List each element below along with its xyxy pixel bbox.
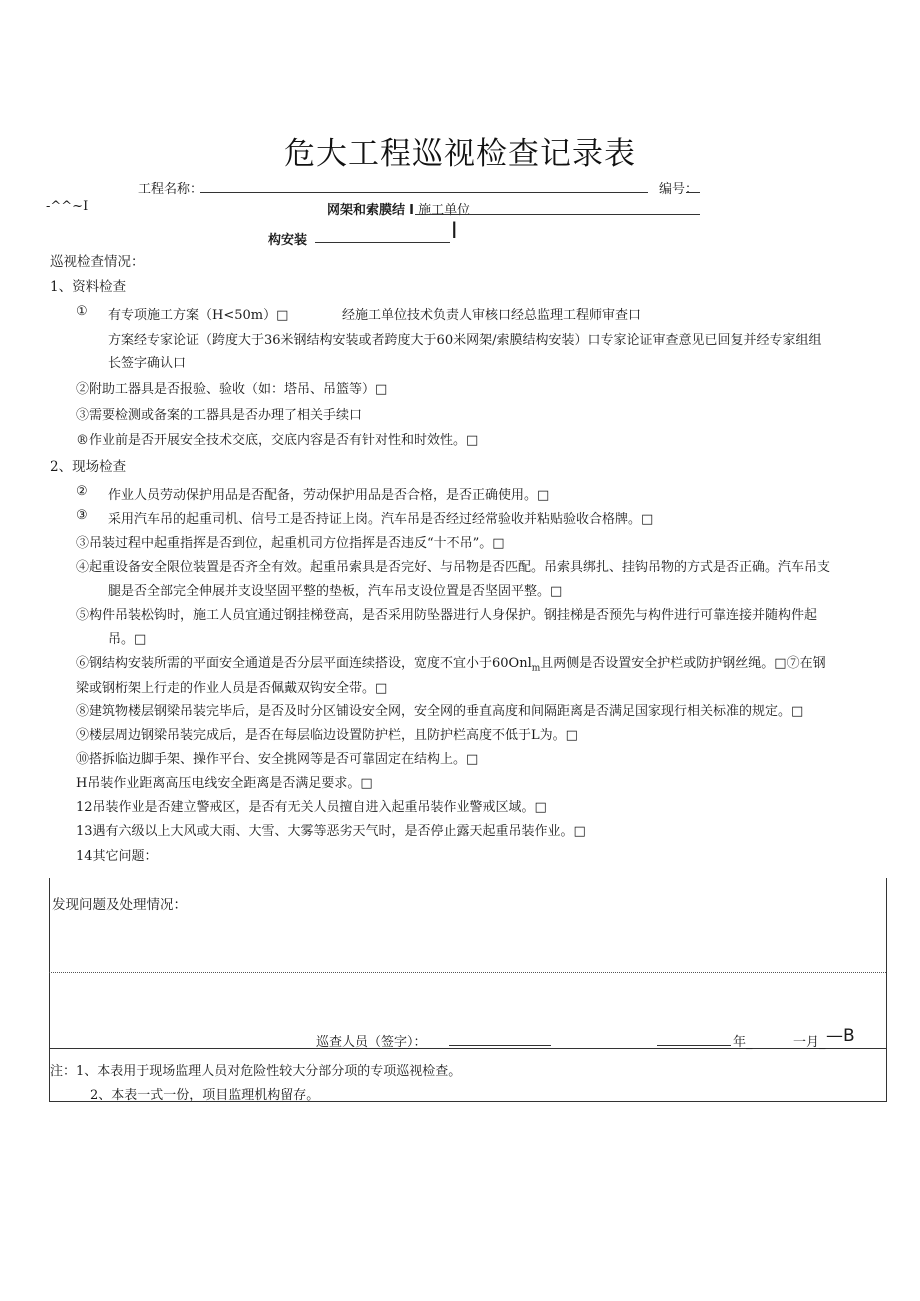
section1-item-1: 有专项施工方案（H<50m）□: [108, 308, 289, 323]
section1-item-2-cont: 长签字确认口: [108, 356, 187, 371]
section1-heading: 1、资料检查: [50, 279, 127, 295]
section2-item-7: 梁或钢桁架上行走的作业人员是否佩戴双钩安全带。□: [76, 681, 388, 696]
section2-item-13: 13遇有六级以上大风或大雨、大雪、大雾等恶劣天气时，是否停止露天起重吊装作业。□: [76, 824, 586, 839]
section2-item-14: 14其它问题：: [76, 849, 158, 864]
project-name-label: 工程名称：: [138, 182, 204, 197]
section1-item-2: 方案经专家论证（跨度大于36米钢结构安装或者跨度大于60米网架/索膜结构安装）口专家论证审查意见已回复并经专家组组: [108, 333, 822, 348]
box-divider-2: [49, 1048, 886, 1049]
bar-mark: I: [451, 219, 458, 244]
section2-item-6: [76, 652, 826, 674]
section2-item-4: ④起重设备安全限位装置是否齐全有效。起重吊索具是否完好、与吊物是否匹配。吊索具绑扎、挂钩吊物的方式是否正确。汽车吊支: [76, 560, 831, 575]
section1-item-3: ②附助工器具是否报验、验收（如：塔吊、吊篮等）□: [76, 382, 388, 397]
section2-item-11: H吊装作业距离高压电线安全距离是否满足要求。□: [76, 776, 373, 791]
stray-mark: -^^~I: [46, 199, 89, 214]
section1-item-5: ®作业前是否开展安全技术交底，交底内容是否有针对性和时效性。□: [76, 433, 479, 448]
box-right-border: [886, 878, 887, 1101]
inspector-signature-line: [449, 1045, 551, 1046]
section2-item-1-num: ②: [76, 484, 88, 499]
found-issues-label: 发现问题及处理情况：: [52, 897, 187, 913]
section2-item-6-sub: m: [531, 663, 541, 674]
section2-item-2-num: ③: [76, 508, 88, 523]
sub-project-part1: 网架和索膜结: [327, 203, 406, 218]
section1-item-4: ③需要检测或备案的工器具是否办理了相关手续口: [76, 408, 363, 423]
sub-project-part2: 构安装: [268, 233, 308, 248]
section2-item-10: ⑩搭拆临边脚手架、操作平台、安全挑网等是否可靠固定在结构上。□: [76, 752, 479, 767]
sub-project-line: [327, 199, 470, 218]
inspection-label: 巡视检查情况：: [50, 254, 145, 270]
page-title: 危大工程巡视检查记录表: [284, 136, 636, 172]
section2-item-12: 12吊装作业是否建立警戒区，是否有无关人员擅自进入起重吊装作业警戒区域。□: [76, 800, 547, 815]
construction-unit-label: 施工单位: [418, 203, 471, 218]
note-2: 2、本表一式一份，项目监理机构留存。: [90, 1088, 320, 1103]
section2-item-8: ⑧建筑物楼层钢梁吊装完毕后，是否及时分区铺设安全网，安全网的垂直高度和间隔距离是否满足国家现行相关标准的规定。□: [76, 704, 804, 719]
number-label: 编号：: [659, 182, 699, 197]
section1-item-1-num: ①: [76, 304, 88, 319]
section2-item-1: 作业人员劳动保护用品是否配备，劳动保护用品是否合格，是否正确使用。□: [108, 488, 550, 503]
section2-item-5-cont: 吊。□: [108, 632, 147, 647]
number-underline: [686, 192, 700, 193]
section2-item-3: ③吊装过程中起重指挥是否到位，起重机司方位指挥是否违反“十不吊”。□: [76, 536, 505, 551]
section2-item-6-width: 60Onl: [492, 656, 532, 671]
section1-item-1-review: 经施工单位技术负责人审核口经总监理工程师审查口: [342, 308, 642, 323]
section2-item-2: 采用汽车吊的起重司机、信号工是否持证上岗。汽车吊是否经过经常验收并粘贴验收合格牌。□: [108, 512, 654, 527]
day-label: —B: [826, 1026, 855, 1046]
section2-item-9: ⑨楼层周边钢梁吊装完成后，是否在每层临边设置防护栏，且防护栏高度不低于L为。□: [76, 728, 578, 743]
year-label: 年_: [733, 1035, 753, 1050]
section2-item-5: ⑤构件吊装松钩时，施工人员宜通过钢挂梯登高，是否采用防坠器进行人身保护。钢挂梯是否预先与构件进行可靠连接并随构件起: [76, 608, 818, 623]
note-1: 注：1、本表用于现场监理人员对危险性较大分部分项的专项巡视检查。: [50, 1064, 462, 1079]
month-label: 一月_: [793, 1035, 826, 1050]
section2-item-6-rest: 且两侧是否设置安全护栏或防护钢丝绳。□⑦在钢: [540, 656, 826, 671]
section2-item-6-text: ⑥钢结构安装所需的平面安全通道是否分层平面连续搭设，宽度不宜小于: [76, 656, 493, 671]
sub-project-underline: [315, 242, 450, 243]
section2-item-4-cont: 腿是否全部完全伸展并支设坚固平整的垫板，汽车吊支设位置是否坚固平整。□: [108, 584, 563, 599]
box-divider-1: [49, 972, 886, 973]
construction-unit-underline: [415, 214, 700, 215]
project-name-underline: [200, 192, 648, 193]
section2-heading: 2、现场检查: [50, 459, 127, 475]
sub-project-separator: I: [409, 203, 414, 218]
year-line: [657, 1045, 731, 1046]
inspector-label: 巡查人员（签字）：: [316, 1035, 427, 1050]
